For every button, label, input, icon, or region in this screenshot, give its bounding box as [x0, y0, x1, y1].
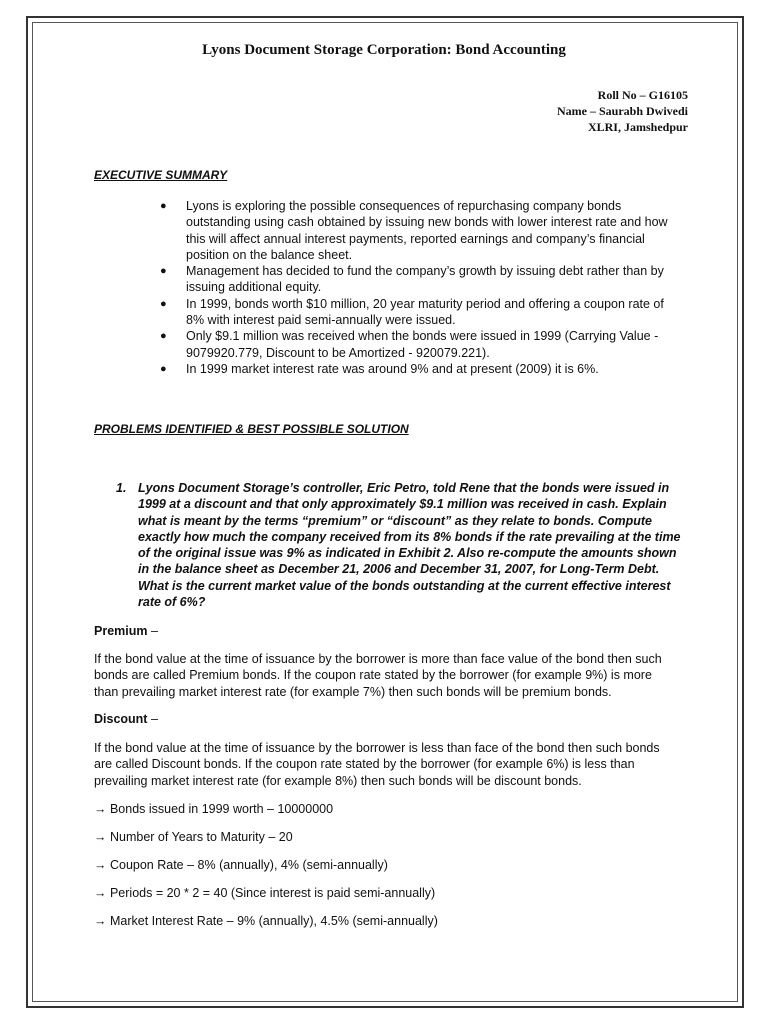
fact-years-to-maturity: → Number of Years to Maturity – 20: [94, 830, 293, 844]
bullet-icon: ●: [160, 297, 167, 310]
executive-summary-heading: EXECUTIVE SUMMARY: [94, 168, 228, 182]
bullet-icon: ●: [160, 330, 167, 343]
question-1: [116, 480, 686, 610]
discount-label-line: [94, 711, 674, 727]
list-item: ● In 1999, bonds worth $10 million, 20 year maturity period and offering a coupon rate of 8% with interest paid semi-annually were issued.: [160, 296, 664, 328]
bullet-icon: ●: [160, 362, 167, 375]
list-item: ● Only $9.1 million was received when the bonds were issued in 1999 (Carrying Value - 9079920.779, Discount to be Amortized - 920079.221).: [160, 329, 659, 360]
roll-number: Roll No – G16105: [597, 88, 688, 102]
question-number: 1.: [116, 481, 127, 495]
list-item: ● Lyons is exploring the possible consequences of repurchasing company bonds outstanding using cash obtained by issuing new bonds with lower interest rate and how this will affect annual interest payments, reported earnings and company’s financial position on the balance sheet.: [160, 199, 668, 262]
premium-label: Premium: [94, 624, 148, 638]
fact-bonds-issued: → Bonds issued in 1999 worth – 10000000: [94, 802, 334, 816]
discount-label: Discount: [94, 712, 148, 726]
fact-market-interest-rate: → Market Interest Rate – 9% (annually), 4.5% (semi-annually): [94, 914, 438, 928]
premium-label-line: [94, 623, 674, 639]
bullet-icon: ●: [160, 265, 167, 278]
institute-name: XLRI, Jamshedpur: [587, 120, 688, 134]
document-title: Lyons Document Storage Corporation: Bond Accounting: [202, 42, 566, 58]
discount-label-suffix: –: [147, 712, 158, 726]
list-item: ● Management has decided to fund the company’s growth by issuing debt rather than by issuing additional equity.: [160, 264, 664, 295]
author-meta: [557, 87, 688, 135]
executive-summary-list: [160, 198, 680, 377]
premium-label-suffix: –: [147, 624, 158, 638]
premium-definition: If the bond value at the time of issuance by the borrower is more than face value of the bond then such bonds are called Premium bonds. If the coupon rate stated by the borrower (for example 9%) is more than prevailing market interest rate (for example 7%) then such bonds will be premium bonds.: [94, 652, 662, 699]
list-item: ● In 1999 market interest rate was around 9% and at present (2009) it is 6%.: [160, 361, 599, 376]
author-name: Name – Saurabh Dwivedi: [556, 104, 688, 118]
fact-periods: → Periods = 20 * 2 = 40 (Since interest is paid semi-annually): [94, 886, 436, 900]
bullet-icon: ●: [160, 200, 167, 212]
fact-coupon-rate: → Coupon Rate – 8% (annually), 4% (semi-annually): [94, 858, 388, 872]
discount-definition: If the bond value at the time of issuance by the borrower is less than face of the bond then such bonds are called Discount bonds. If the coupon rate stated by the borrower (for example 6%) is less than prevailing market interest rate (for example 8%) then such bonds will be discount bonds.: [94, 741, 660, 788]
question-text: Lyons Document Storage’s controller, Eric Petro, told Rene that the bonds were issued in 1999 at a discount and that only approximately $9.1 million was received in cash. Explain what is meant by the terms “premium” or “discount” as they relate to bonds. Compute exactly how much the company received from its 8% bonds if the rate prevailing at the time of the original issue was 9% as indicated in Exhibit 2. Also re-compute the amounts shown in the balance sheet as December 21, 2006 and December 31, 2007, for Long-Term Debt. What is the current market value of the bonds outstanding at the current effective interest rate of 6%?: [138, 481, 681, 610]
problems-heading: PROBLEMS IDENTIFIED & BEST POSSIBLE SOLUTION: [94, 422, 409, 436]
